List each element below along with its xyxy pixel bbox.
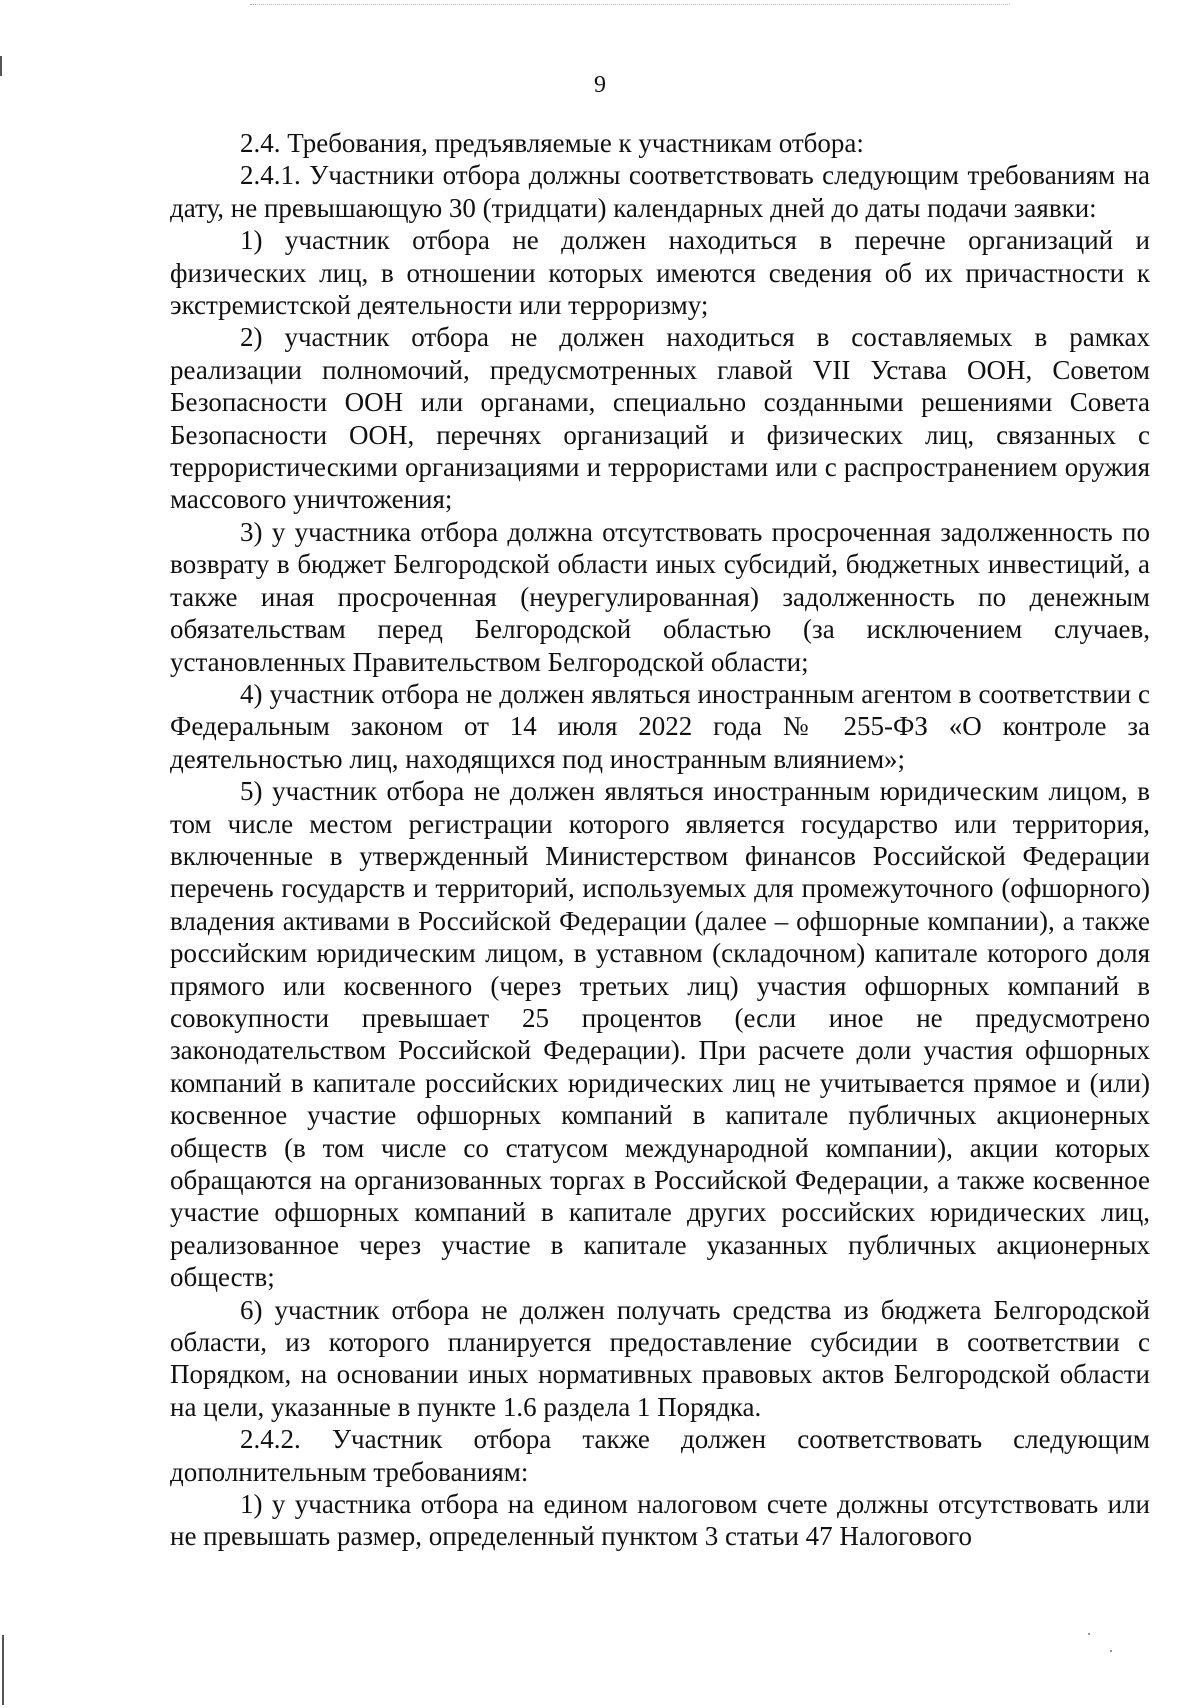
paragraph-2-4-2: 2.4.2. Участник отбора также должен соответствовать следующим дополнительным требованиям:	[170, 1424, 1150, 1487]
paragraph-requirement-6: 6) участник отбора не должен получать средства из бюджета Белгородской области, из которого планируется предоставление субсидии в соответствии с Порядком, на основании иных нормативных правовых актов Белгородской области на цели, указанные в пункте 1.6 раздела 1 Порядка.	[170, 1294, 1150, 1422]
scan-edge-line	[250, 4, 1010, 5]
paragraph-requirement-4: 4) участник отбора не должен являться иностранным агентом в соответствии с Федеральным законом от 14 июля 2022 года № 255-ФЗ «О контроле за деятельностью лиц, находящихся под иностранным влиянием»;	[170, 678, 1150, 774]
paragraph-2-4-heading: 2.4. Требования, предъявляемые к участникам отбора:	[240, 128, 864, 158]
paragraph-2-4-1: 2.4.1. Участники отбора должны соответствовать следующим требованиям на дату, не превышающую 30 (тридцати) календарных дней до даты подачи заявки:	[170, 160, 1150, 223]
paragraph-additional-requirement-1: 1) у участника отбора на едином налоговом счете должны отсутствовать или не превышать размер, определенный пунктом 3 статьи 47 Налогового	[170, 1489, 1150, 1552]
paragraph-requirement-2: 2) участник отбора не должен находиться в составляемых в рамках реализации полномочий, предусмотренных главой VII Устава ООН, Советом Безопасности ООН или органами, специально созданными решениями Совета Безопасности ООН, перечнях организаций и физических лиц, связанных с террористическими организациями и террористами или с распространением оружия массового уничтожения;	[170, 322, 1150, 515]
paragraph-requirement-3: 3) у участника отбора должна отсутствовать просроченная задолженность по возврату в бюджет Белгородской области иных субсидий, бюджетных инвестиций, а также иная просроченная (неурегулированная) задолженность по денежным обязательствам перед Белгородской областью (за исключением случаев, установленных Правительством Белгородской области;	[170, 516, 1150, 677]
paragraph-requirement-5: 5) участник отбора не должен являться иностранным юридическим лицом, в том числе местом регистрации которого является государство или территория, включенные в утвержденный Министерством финансов Российской Федерации перечень государств и территорий, используемых для промежуточного (офшорного) владения активами в Российской Федерации (далее – офшорные компании), а также российским юридическим лицом, в уставном (складочном) капитале которого доля прямого или косвенного (через третьих лиц) участия офшорных компаний в совокупности превышает 25 процентов (если иное не предусмотрено законодательством Российской Федерации). При расчете доли участия офшорных компаний в капитале российских юридических лиц не учитывается прямое и (или) косвенное участие офшорных компаний в капитале публичных акционерных обществ (в том числе со статусом международной компании), акции которых обращаются на организованных торгах в Российской Федерации, а также косвенное участие офшорных компаний в капитале других российских юридических лиц, реализованное через участие в капитале указанных публичных акционерных обществ;	[170, 776, 1150, 1293]
scan-speck	[1110, 1650, 1112, 1652]
page-number: 9	[594, 72, 606, 98]
scan-speck	[1088, 1633, 1090, 1635]
scan-margin-mark-bottom	[2, 1635, 4, 1705]
paragraph-requirement-1: 1) участник отбора не должен находиться в перечне организаций и физических лиц, в отношении которых имеются сведения об их причастности к экстремистской деятельности или терроризму;	[170, 225, 1150, 321]
document-body	[170, 127, 1150, 1553]
